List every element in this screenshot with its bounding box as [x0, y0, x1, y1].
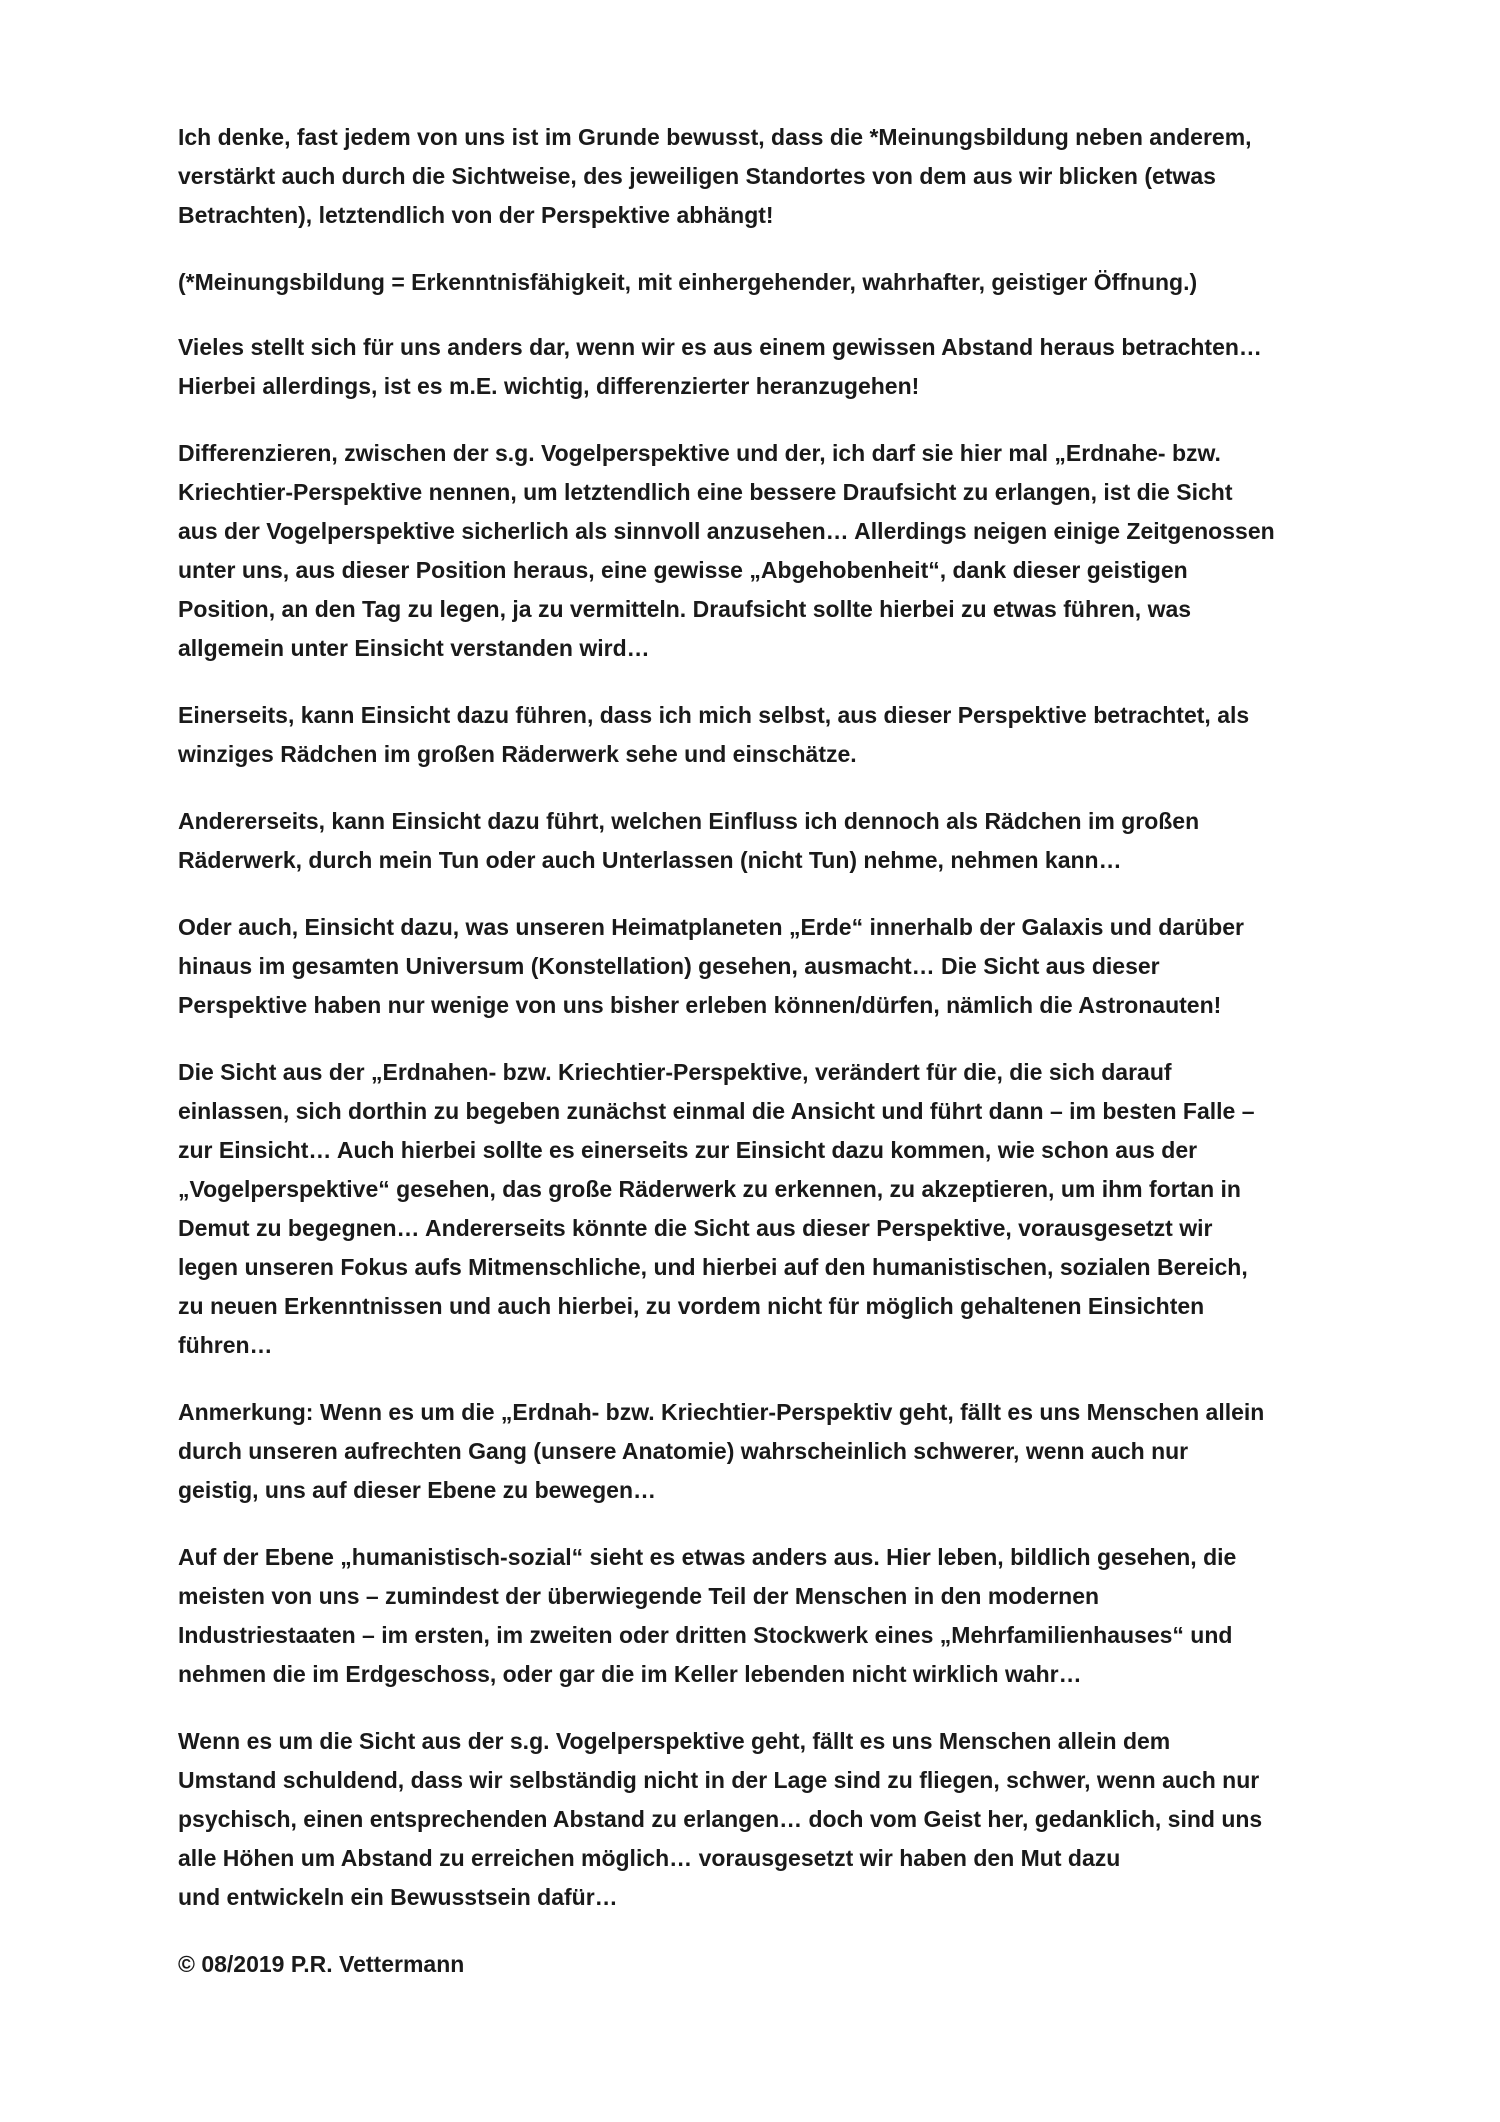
paragraph-5: Einerseits, kann Einsicht dazu führen, dass ich mich selbst, aus dieser Perspektive betrachtet, als winziges Rädchen im großen Räderwerk sehe und einschätze.: [178, 702, 1250, 767]
paragraph-11: Wenn es um die Sicht aus der s.g. Vogelperspektive geht, fällt es uns Menschen allein dem Umstand schuldend, dass wir selbständig nicht in der Lage sind zu fliegen, schwer, wenn auch nur psychisch, einen entsprechenden Abstand zu erlangen… doch vom Geist her, gedanklich, sind uns alle Höhen um Abstand zu erreichen möglich… vorausgesetzt wir haben den Mut dazu und entwickeln ein Bewusstsein dafür…: [178, 1728, 1263, 1910]
paragraph-10: Auf der Ebene „humanistisch-sozial“ sieht es etwas anders aus. Hier leben, bildlich gesehen, die meisten von uns – zumindest der überwiegende Teil der Menschen in den modernen Industriestaaten – im ersten, im zweiten oder dritten Stockwerk eines „Mehrfamilienhauses“ und nehmen die im Erdgeschoss, oder gar die im Keller lebenden nicht wirklich wahr…: [178, 1544, 1237, 1687]
paragraph-6: Andererseits, kann Einsicht dazu führt, welchen Einfluss ich dennoch als Rädchen im großen Räderwerk, durch mein Tun oder auch Unterlassen (nicht Tun) nehme, nehmen kann…: [178, 808, 1200, 873]
paragraph-4: Differenzieren, zwischen der s.g. Vogelperspektive und der, ich darf sie hier mal „Erdnahe- bzw. Kriechtier-Perspektive nennen, um letztendlich eine bessere Draufsicht zu erlangen, ist die Sicht aus der Vogelperspektive sicherlich als sinnvoll anzusehen… Allerdings neigen einige Zeitgenossen unter uns, aus dieser Position heraus, eine gewisse „Abgehobenheit“, dank dieser geistigen Position, an den Tag zu legen, ja zu vermitteln. Draufsicht sollte hierbei zu etwas führen, was allgemein unter Einsicht verstanden wird…: [178, 440, 1275, 661]
paragraph-1: Ich denke, fast jedem von uns ist im Grunde bewusst, dass die *Meinungsbildung neben anderem, verstärkt auch durch die Sichtweise, des jeweiligen Standortes von dem aus wir blicken (etwas Betrachten), letztendlich von der Perspektive abhängt!: [178, 124, 1252, 228]
paragraph-3: Vieles stellt sich für uns anders dar, wenn wir es aus einem gewissen Abstand heraus betrachten… Hierbei allerdings, ist es m.E. wichtig, differenzierter heranzugehen!: [178, 334, 1262, 399]
document-body: [178, 118, 1350, 1984]
paragraph-9-note: Anmerkung: Wenn es um die „Erdnah- bzw. Kriechtier-Perspektiv geht, fällt es uns Menschen allein durch unseren aufrechten Gang (unsere Anatomie) wahrscheinlich schwerer, wenn auch nur geistig, uns auf dieser Ebene zu bewegen…: [178, 1399, 1265, 1503]
paragraph-2-footnote: (*Meinungsbildung = Erkenntnisfähigkeit, mit einhergehender, wahrhafter, geistiger Öffnung.): [178, 269, 1198, 295]
paragraph-8: Die Sicht aus der „Erdnahen- bzw. Kriechtier-Perspektive, verändert für die, die sich darauf einlassen, sich dorthin zu begeben zunächst einmal die Ansicht und führt dann – im besten Falle – zur Einsicht… Auch hierbei sollte es einerseits zur Einsicht dazu kommen, wie schon aus der „Vogelperspektive“ gesehen, das große Räderwerk zu erkennen, zu akzeptieren, um ihm fortan in Demut zu begegnen… Andererseits könnte die Sicht aus dieser Perspektive, vorausgesetzt wir legen unseren Fokus aufs Mitmenschliche, und hierbei auf den humanistischen, sozialen Bereich, zu neuen Erkenntnissen und auch hierbei, zu vordem nicht für möglich gehaltenen Einsichten führen…: [178, 1059, 1255, 1358]
copyright-line: © 08/2019 P.R. Vettermann: [178, 1951, 465, 1977]
paragraph-7: Oder auch, Einsicht dazu, was unseren Heimatplaneten „Erde“ innerhalb der Galaxis und darüber hinaus im gesamten Universum (Konstellation) gesehen, ausmacht… Die Sicht aus dieser Perspektive haben nur wenige von uns bisher erleben können/dürfen, nämlich die Astronauten!: [178, 914, 1244, 1018]
